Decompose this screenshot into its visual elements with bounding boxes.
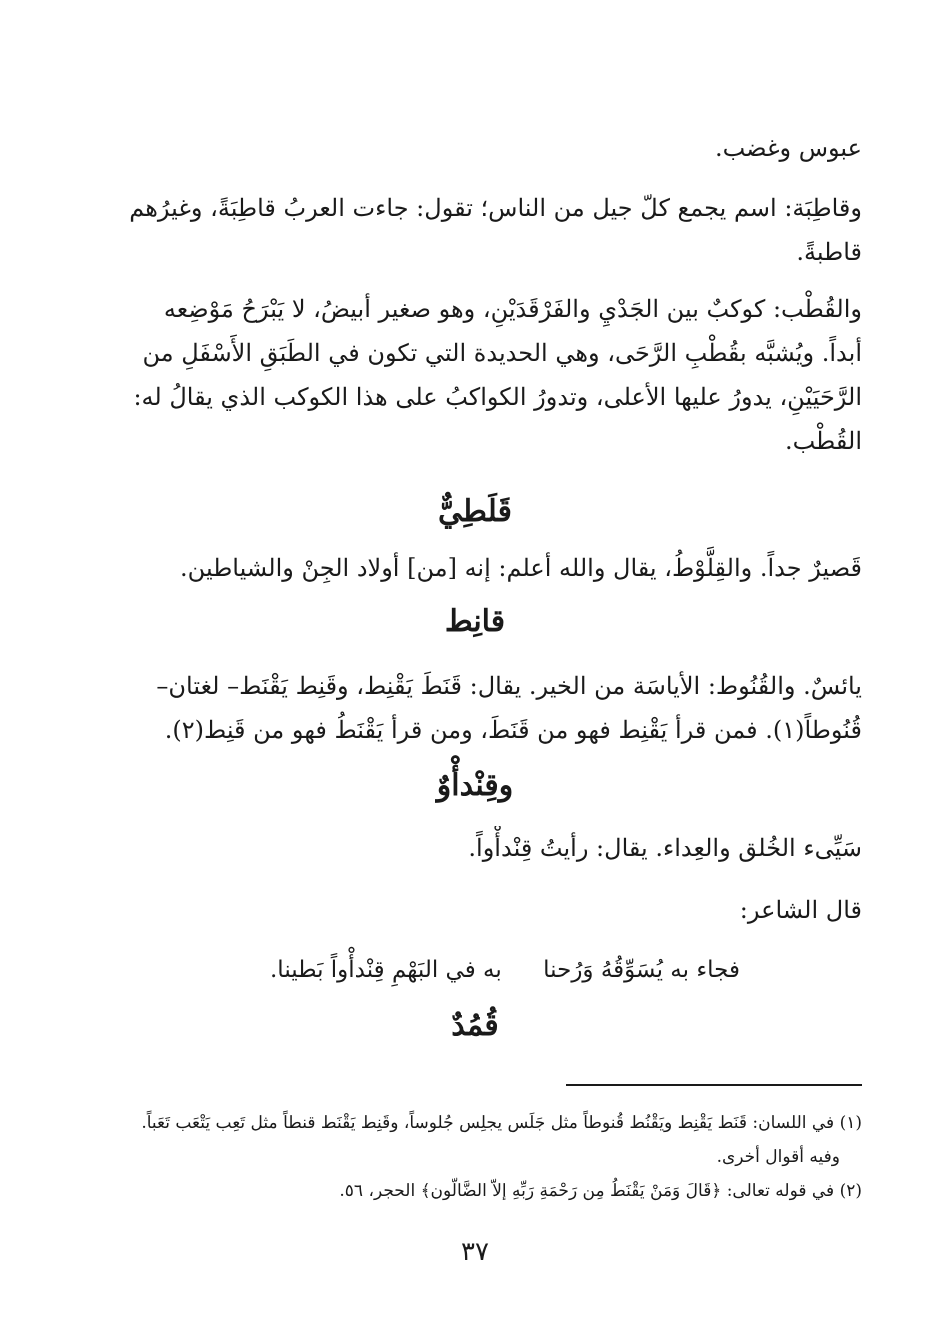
paragraph-line: والقُطْب: كوكبٌ بين الجَدْيِ والفَرْقَدَيْنِ، وهو صغير أبيضُ، لا يَبْرَحُ مَوْضِعه [163,295,862,323]
entry-heading-qindaw: وقِنْدأْوٌ [436,768,514,803]
paragraph-line: قَصيرٌ جداً. والقِلَّوْطُ، يقال والله أعلم: إنه [من] أولاد الجِنْ والشياطين. [180,554,862,582]
paragraph-line: أبداً. ويُشبَّه بقُطْبِ الرَّحَى، وهي الحديدة التي تكون في الطَبَقِ الأَسْفَلِ من [142,339,862,367]
qatiba-paragraph [87,186,862,274]
paragraph-line: عبوس وغضب. [714,134,862,162]
entry-heading-qumud: قُمُدٌ [451,1008,499,1043]
qalati-paragraph [87,546,862,590]
footnote-divider [566,1084,862,1086]
poet-intro [87,888,862,932]
paragraph-line: سَيِّىء الخُلق والعِداء. يقال: رأيتُ قِنْدأْواً. [468,834,862,862]
page-number: ٣٧ [461,1237,489,1267]
footnote-1: (١) في اللسان: قَنَط يَقْنِط ويَقْنُط قُنوطاً مثل جَلَس يجلِس جُلوساً، وقَنِط يَقْنَط قنطاً مثل تَعِب يَتْعَب تَعَباً. [141,1113,862,1133]
qindaw-paragraph [87,826,862,870]
entry-heading-qalati: قَلَطِيٌّ [438,494,512,529]
footnotes [82,1106,862,1208]
footnote-1-continuation: وفيه أقوال أخرى. [716,1147,840,1167]
entry-heading-qanit: قانِط [444,604,506,639]
paragraph-line: يائسٌ. والقُنُوط: الأياسَة من الخير. يقال: قَنَطَ يَقْنِط، وقَنِط يَقْنَط– لغتان– [156,672,862,700]
opening-paragraph [87,126,862,170]
verse-second-hemistich: به في البَهْمِ قِنْدأْواً بَطينا. [270,957,502,983]
qutb-paragraph [87,287,862,463]
poetry-verse [270,950,740,990]
paragraph-line: الرَّحَيَيْنِ، يدورُ عليها الأعلى، وتدورُ الكواكبُ على هذا الكوكب الذي يقالُ له: [133,383,862,411]
paragraph-line: قُنُوطاً(١). فمن قرأ يَقْنِط فهو من قَنَطَ، ومن قرأ يَقْنَطُ فهو من قَنِط(٢). [164,716,862,744]
paragraph-line: قال الشاعر: [739,896,862,924]
footnote-2: (٢) في قوله تعالى: ﴿قَالَ وَمَنْ يَقْنَطُ مِن رَحْمَةِ رَبِّهِ إلاّ الضَّالّون﴾ الحجر، ٥٦. [339,1181,862,1201]
qanit-paragraph [87,664,862,752]
paragraph-line: وقاطِبَة: اسم يجمع كلّ جيل من الناس؛ تقول: جاءت العربُ قاطِبَةً، وغيرُهم [129,194,862,222]
paragraph-line: قاطبةً. [796,238,862,266]
paragraph-line: القُطْب. [784,427,862,455]
verse-first-hemistich: فجاء به يُسَوِّقُهُ وَرُحنا [543,957,740,983]
